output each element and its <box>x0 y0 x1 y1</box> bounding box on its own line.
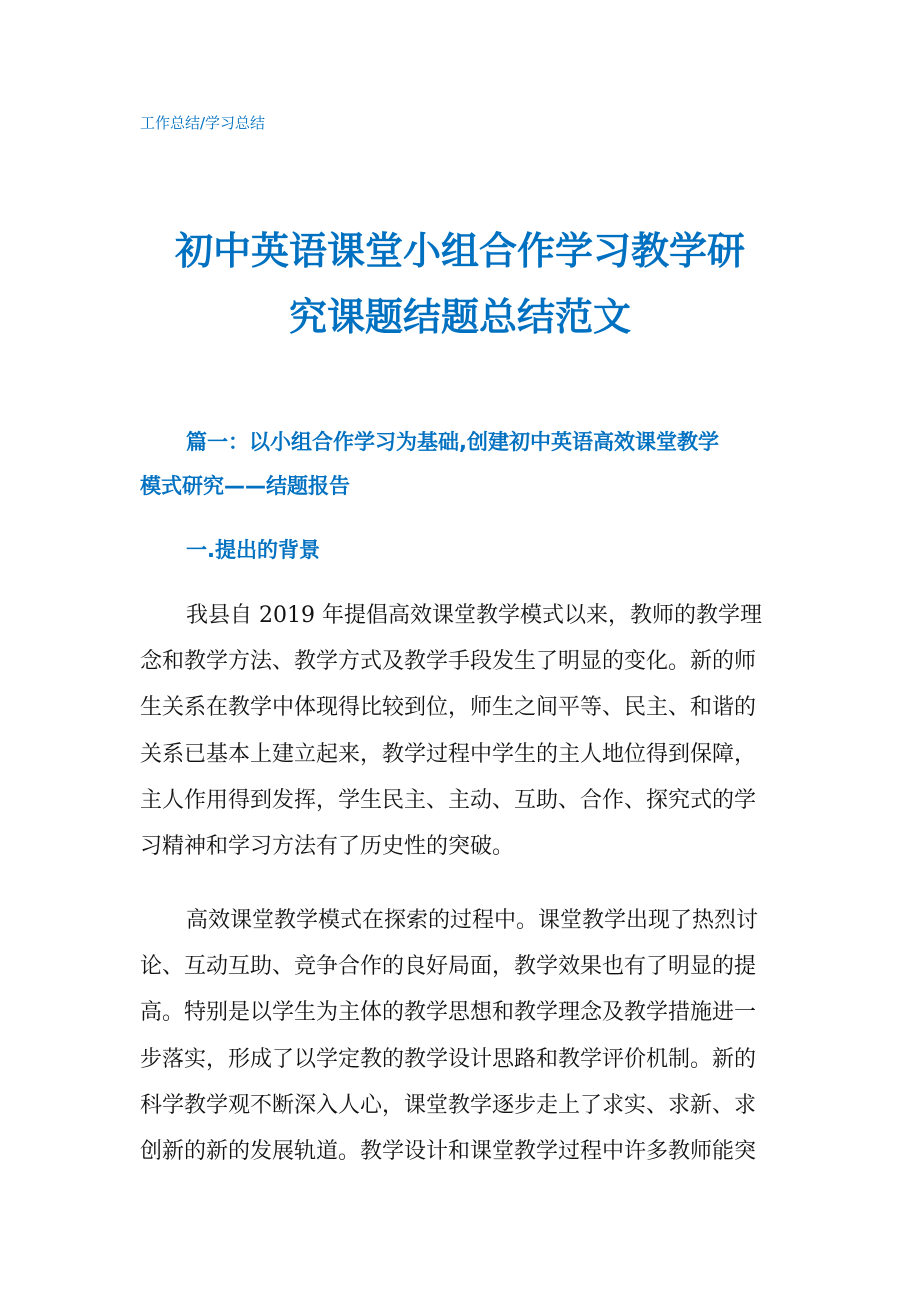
paragraph-2 <box>140 898 785 1175</box>
section-heading-line-1: 篇一：以小组合作学习为基础,创建初中英语高效课堂教学 <box>186 430 719 454</box>
paragraph-line: 念和教学方法、教学方式及教学手段发生了明显的变化。新的师 <box>140 649 757 675</box>
paragraph-1 <box>140 593 785 870</box>
title-line-1: 初中英语课堂小组合作学习教学研 <box>174 229 745 273</box>
section-heading <box>140 420 780 508</box>
paragraph-line: 高。特别是以学生为主体的教学思想和教学理念及教学措施进一 <box>140 1000 757 1026</box>
subheading-background: 一.提出的背景 <box>186 538 320 562</box>
paragraph-line: 关系已基本上建立起来，教学过程中学生的主人地位得到保障， <box>140 741 757 767</box>
breadcrumb[interactable]: 工作总结/学习总结 <box>140 114 266 132</box>
paragraph-line: 论、互动互助、竞争合作的良好局面，教学效果也有了明显的提 <box>140 954 757 980</box>
paragraph-line: 主人作用得到发挥，学生民主、主动、互助、合作、探究式的学 <box>140 787 757 813</box>
title-line-2: 究课题结题总结范文 <box>288 295 631 339</box>
paragraph-line: 习精神和学习方法有了历史性的突破。 <box>140 834 515 860</box>
paragraph-line: 高效课堂教学模式在探索的过程中。课堂教学出现了热烈讨 <box>186 908 759 933</box>
page-title <box>120 218 800 350</box>
paragraph-line: 我县自 2019 年提倡高效课堂教学模式以来，教师的教学理 <box>186 603 762 628</box>
paragraph-line: 创新的新的发展轨道。教学设计和课堂教学过程中许多教师能突 <box>140 1139 757 1165</box>
section-heading-line-2: 模式研究——结题报告 <box>140 474 350 498</box>
paragraph-line: 步落实，形成了以学定教的教学设计思路和教学评价机制。新的 <box>140 1046 757 1072</box>
paragraph-line: 科学教学观不断深入人心，课堂教学逐步走上了求实、求新、求 <box>140 1092 757 1118</box>
paragraph-line: 生关系在教学中体现得比较到位，师生之间平等、民主、和谐的 <box>140 695 757 721</box>
